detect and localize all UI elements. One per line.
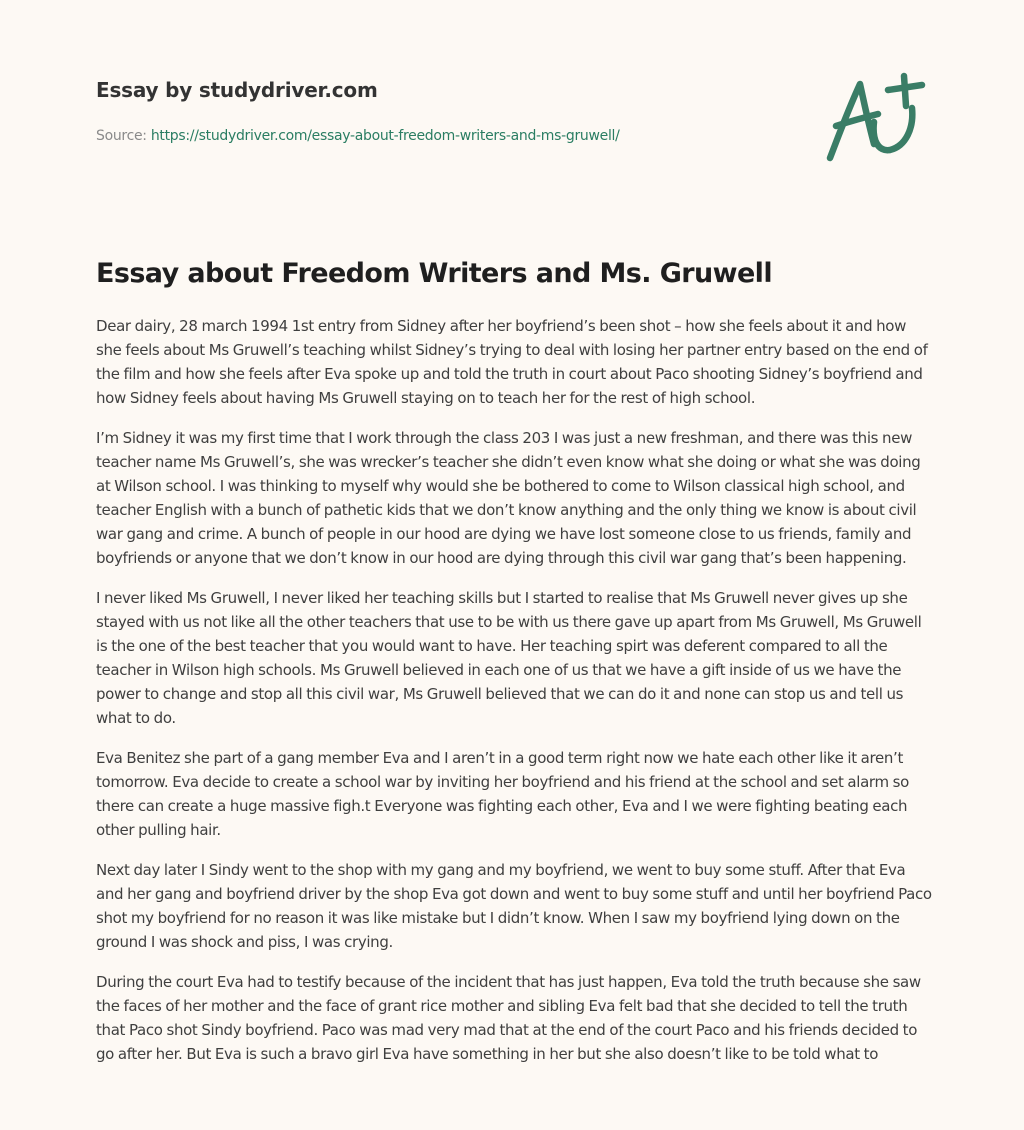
source-line xyxy=(96,126,796,146)
essay-paragraph: During the court Eva had to testify because of the incident that has just happen, Eva told the truth because she saw the faces of her mother and the face of grant rice mother and sibling Eva felt bad that she decided to tell the truth that Paco shot Sindy boyfriend. Paco was mad very mad that at the end of the court Paco and his friends decided to go after her. But Eva is such a bravo girl Eva have something in her but she also doesn’t like to be told what to xyxy=(96,973,921,1063)
essay-paragraph: Next day later I Sindy went to the shop with my gang and my boyfriend, we went to buy some stuff. After that Eva and her gang and boyfriend driver by the shop Eva got down and went to buy some stuff and until her boyfriend Paco shot my boyfriend for no reason it was like mistake but I didn’t know. When I saw my boyfriend lying down on the ground I was shock and piss, I was crying. xyxy=(96,861,932,951)
source-label: Source: xyxy=(96,128,151,144)
essay-paragraph: Eva Benitez she part of a gang member Eva and I aren’t in a good term right now we hate each other like it aren’t tomorrow. Eva decide to create a school war by inviting her boyfriend and his friend at the school and set alarm so there can create a huge massive figh.t Everyone was fighting each other, Eva and I we were fighting beating each other pulling hair. xyxy=(96,749,909,839)
site-title: Essay by studydriver.com xyxy=(96,78,378,102)
essay-paragraph: Dear dairy, 28 march 1994 1st entry from Sidney after her boyfriend’s been shot – how she feels about it and how she feels about Ms Gruwell’s teaching whilst Sidney’s trying to deal with losing her partner entry based on the end of the film and how she feels after Eva spoke up and told the truth in court about Paco shooting Sidney’s boyfriend and how Sidney feels about having Ms Gruwell staying on to teach her for the rest of high school. xyxy=(96,317,928,407)
essay-body xyxy=(96,314,934,1082)
source-link[interactable]: https://studydriver.com/essay-about-freedom-writers-and-ms-gruwell/ xyxy=(150,128,620,144)
a-plus-grade-icon xyxy=(818,62,938,172)
essay-title: Essay about Freedom Writers and Ms. Gruwell xyxy=(96,258,772,289)
essay-paragraph: I never liked Ms Gruwell, I never liked her teaching skills but I started to realise that Ms Gruwell never gives up she stayed with us not like all the other teachers that use to be with us there gave up apart from Ms Gruwell, Ms Gruwell is the one of the best teacher that you would want to have. Her teaching spirt was deferent compared to all the teacher in Wilson high schools. Ms Gruwell believed in each one of us that we have a gift inside of us we have the power to change and stop all this civil war, Ms Gruwell believed that we can do it and none can stop us and tell us what to do. xyxy=(96,589,922,727)
essay-paragraph: I’m Sidney it was my first time that I work through the class 203 I was just a new freshman, and there was this new teacher name Ms Gruwell’s, she was wrecker’s teacher she didn’t even know what she doing or what she was doing at Wilson school. I was thinking to myself why would she be bothered to come to Wilson classical high school, and teacher English with a bunch of pathetic kids that we don’t know anything and the only thing we know is about civil war gang and crime. A bunch of people in our hood are dying we have lost someone close to us friends, family and boyfriends or anyone that we don’t know in our hood are dying through this civil war gang that’s been happening. xyxy=(96,429,921,567)
page-header xyxy=(96,74,796,146)
